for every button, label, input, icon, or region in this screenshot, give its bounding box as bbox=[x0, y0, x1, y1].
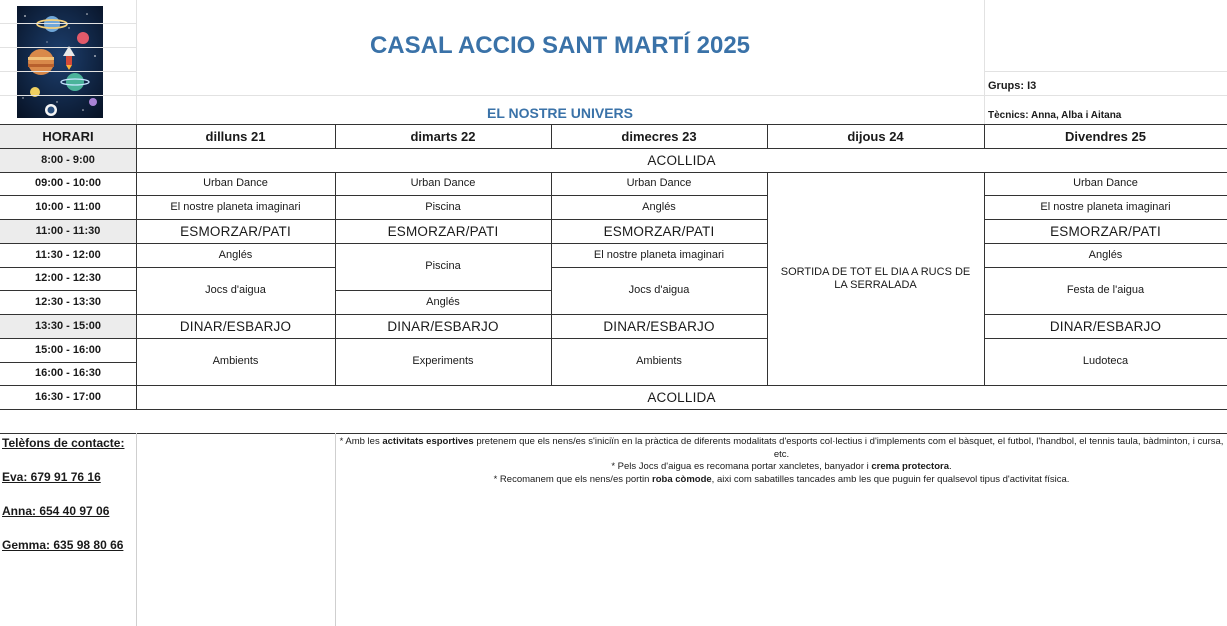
note-water-games bbox=[336, 461, 1227, 474]
lunch-cell: DINAR/ESBARJO bbox=[603, 318, 715, 334]
time-slot: 09:00 - 10:00 bbox=[34, 177, 102, 189]
activity-cell: Piscina bbox=[425, 200, 461, 213]
activity-cell: El nostre planeta imaginari bbox=[170, 200, 301, 213]
note-bold: roba còmode bbox=[652, 473, 712, 485]
time-slot: 13:30 - 15:00 bbox=[34, 319, 102, 332]
break-cell: ESMORZAR/PATI bbox=[387, 223, 499, 239]
time-slot: 8:00 - 9:00 bbox=[41, 153, 95, 166]
note-text: * Recomanem que els nens/es portin bbox=[493, 473, 653, 485]
excursion-cell: SORTIDA DE TOT EL DIA A RUCS DE LA SERRALADA bbox=[780, 265, 971, 291]
acollida-afternoon: ACOLLIDA bbox=[647, 389, 716, 405]
grid-line bbox=[0, 47, 136, 48]
time-slot: 15:00 - 16:00 bbox=[34, 343, 102, 356]
time-slot: 10:00 - 11:00 bbox=[35, 200, 101, 213]
page-subtitle: EL NOSTRE UNIVERS bbox=[487, 105, 633, 121]
grid-line bbox=[0, 95, 1227, 96]
activity-cell: El nostre planeta imaginari bbox=[1040, 200, 1171, 213]
table-border bbox=[0, 433, 1227, 434]
page-title: CASAL ACCIO SANT MARTÍ 2025 bbox=[369, 32, 751, 59]
day-header: Divendres 25 bbox=[1065, 128, 1146, 144]
activity-cell: Urban Dance bbox=[410, 177, 476, 189]
note-text: * Pels Jocs d'aigua es recomana portar xancletes, banyador i bbox=[611, 461, 872, 472]
time-slot: 12:30 - 13:30 bbox=[34, 295, 102, 308]
grid-line bbox=[984, 0, 985, 124]
time-slot: 11:30 - 12:00 bbox=[35, 248, 101, 261]
break-cell: ESMORZAR/PATI bbox=[180, 223, 291, 239]
contacts-heading: Telèfons de contacte: bbox=[2, 436, 125, 450]
activity-cell: Urban Dance bbox=[203, 177, 268, 189]
day-header: dilluns 21 bbox=[205, 128, 266, 144]
contact-item: Anna: 654 40 97 06 bbox=[2, 504, 110, 518]
note-text: * Amb les bbox=[339, 436, 383, 447]
activity-cell: Ambients bbox=[636, 355, 682, 367]
time-slot: 11:00 - 11:30 bbox=[35, 224, 101, 237]
activity-cell: Jocs d'aigua bbox=[628, 284, 690, 296]
note-clothing bbox=[336, 474, 1227, 487]
grups-label: Grups: I3 bbox=[988, 80, 1037, 92]
contact-item: Gemma: 635 98 80 66 bbox=[2, 538, 124, 552]
lunch-cell: DINAR/ESBARJO bbox=[387, 318, 499, 334]
tecnics-label: Tècnics: Anna, Alba i Aitana bbox=[988, 110, 1122, 121]
activity-cell: Anglés bbox=[642, 200, 676, 213]
activity-cell: Anglés bbox=[218, 248, 253, 261]
day-header: dimecres 23 bbox=[621, 128, 697, 144]
activity-cell: El nostre planeta imaginari bbox=[593, 248, 725, 261]
note-text: , aixi com sabatilles tancades amb les que puguin fer qualsevol tipus d'activitat física. bbox=[711, 473, 1070, 485]
break-cell: ESMORZAR/PATI bbox=[603, 223, 715, 239]
day-header: dijous 24 bbox=[847, 128, 904, 144]
activity-cell: Ambients bbox=[212, 355, 259, 367]
note-text: . bbox=[949, 461, 952, 472]
acollida-morning: ACOLLIDA bbox=[647, 152, 716, 168]
note-sports bbox=[336, 436, 1227, 461]
activity-cell: Anglés bbox=[1088, 248, 1123, 261]
grid-line bbox=[0, 71, 136, 72]
activity-cell: Urban Dance bbox=[626, 177, 692, 189]
table-border bbox=[0, 409, 1227, 410]
activity-cell: Ludoteca bbox=[1082, 355, 1129, 367]
time-slot: 12:00 - 12:30 bbox=[34, 272, 102, 284]
notes-block bbox=[336, 436, 1227, 486]
grid-line bbox=[984, 71, 1227, 72]
horari-header: HORARI bbox=[42, 128, 94, 144]
note-bold: activitats esportives bbox=[382, 436, 474, 447]
contact-item: Eva: 679 91 76 16 bbox=[2, 470, 101, 484]
lunch-cell: DINAR/ESBARJO bbox=[179, 318, 292, 334]
grid-line bbox=[136, 433, 137, 626]
note-text: pretenem que els nens/es s'iniciïn en la pràctica de diferents modalitats d'esports col·lectius i d'implements com el bàsquet, el futbol, l'handbol, el tennis taula, bàdminton, i cursa, etc. bbox=[473, 436, 1224, 460]
activity-cell: Anglés bbox=[426, 295, 460, 308]
activity-cell: Piscina bbox=[425, 260, 461, 272]
activity-cell: Experiments bbox=[412, 355, 474, 367]
grid-line bbox=[136, 0, 137, 124]
time-slot: 16:00 - 16:30 bbox=[34, 367, 102, 379]
lunch-cell: DINAR/ESBARJO bbox=[1049, 318, 1162, 334]
activity-cell: Festa de l'aigua bbox=[1066, 284, 1145, 296]
note-bold: crema protectora bbox=[871, 461, 950, 472]
time-slot: 16:30 - 17:00 bbox=[34, 390, 102, 403]
activity-cell: Jocs d'aigua bbox=[205, 284, 266, 296]
break-cell: ESMORZAR/PATI bbox=[1050, 223, 1161, 239]
grid-line bbox=[0, 23, 136, 24]
day-header: dimarts 22 bbox=[410, 128, 476, 144]
activity-cell: Urban Dance bbox=[1073, 177, 1138, 189]
